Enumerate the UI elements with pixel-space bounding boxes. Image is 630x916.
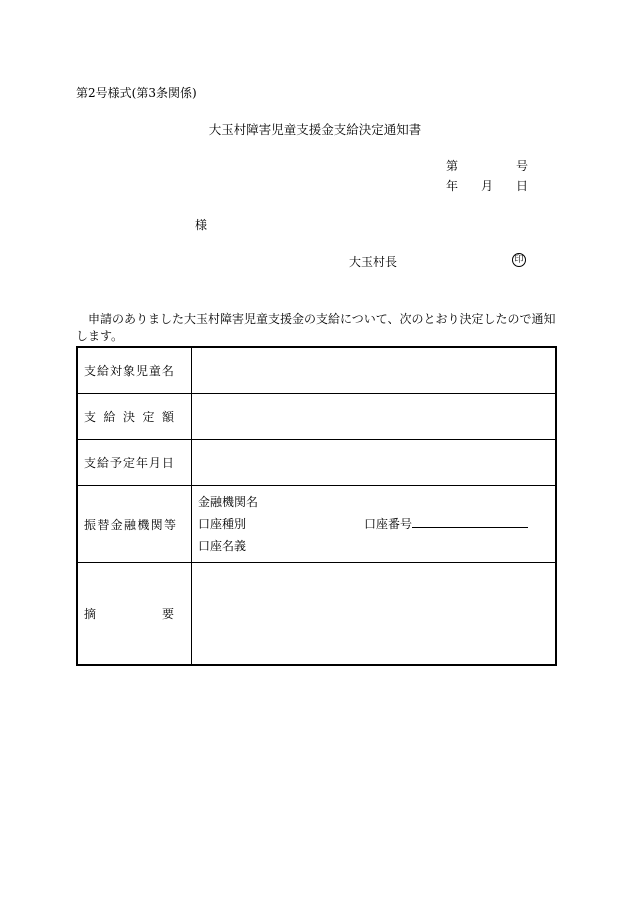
date-month: 月 xyxy=(481,179,494,193)
decision-table xyxy=(76,346,557,666)
table-row xyxy=(77,347,556,394)
seal-mark: 印 xyxy=(512,253,526,267)
value-amount[interactable] xyxy=(192,394,557,440)
bank-name-label: 金融機関名 xyxy=(198,495,259,509)
form-id: 第2号様式(第3条関係) xyxy=(76,86,197,100)
label-summary: 摘 要 xyxy=(77,563,192,666)
document-title: 大玉村障害児童支援金支給決定通知書 xyxy=(208,122,422,137)
account-number-line[interactable] xyxy=(412,513,528,528)
date-year: 年 xyxy=(446,179,459,193)
value-scheduled-date[interactable] xyxy=(192,440,557,486)
account-type-label: 口座種別 xyxy=(198,517,247,531)
account-holder-label: 口座名義 xyxy=(198,539,247,553)
body-text: 申請のありました大玉村障害児童支援金の支給について、次のとおり決定したので通知します。 xyxy=(76,312,556,343)
date-day: 日 xyxy=(516,179,529,193)
value-summary[interactable] xyxy=(192,563,557,666)
value-bank xyxy=(192,486,557,563)
issuer-name: 大玉村長 xyxy=(349,255,398,269)
label-amount: 支 給 決 定 額 xyxy=(77,394,192,440)
account-number-label: 口座番号 xyxy=(364,517,413,531)
table-row xyxy=(77,394,556,440)
label-scheduled-date: 支 給 予 定 年 月 日 xyxy=(77,440,192,486)
number-prefix: 第 xyxy=(446,159,459,173)
value-child-name[interactable] xyxy=(192,347,557,394)
addressee-suffix: 様 xyxy=(195,218,208,232)
table-row xyxy=(77,486,556,563)
label-child-name: 支 給 対 象 児 童 名 xyxy=(77,347,192,394)
table-row xyxy=(77,563,556,666)
number-suffix: 号 xyxy=(516,159,529,173)
table-row xyxy=(77,440,556,486)
label-bank: 振 替 金 融 機 関 等 xyxy=(77,486,192,563)
